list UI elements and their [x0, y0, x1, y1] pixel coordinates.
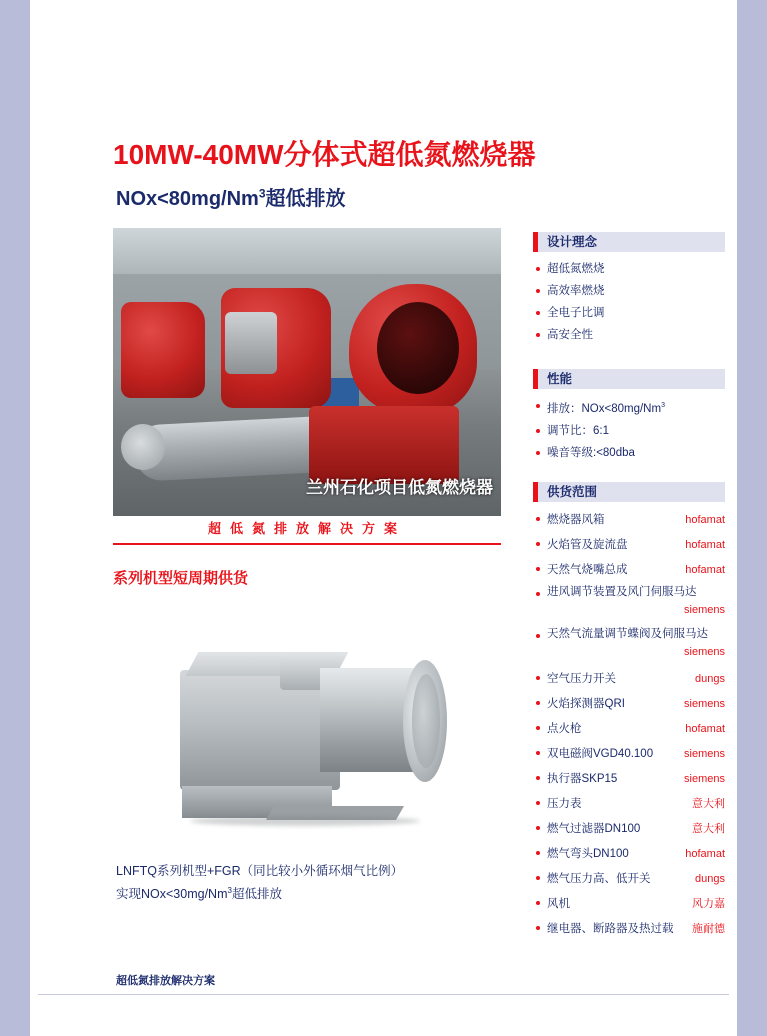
photo-caption: 兰州石化项目低氮燃烧器	[306, 478, 493, 497]
slogan-strip: 超低氮排放解决方案	[113, 516, 501, 542]
section-heading-series: 系列机型短周期供货	[113, 570, 249, 587]
supply-label: 天然气烧嘴总成	[547, 564, 628, 576]
supply-brand: hofamat	[685, 539, 725, 551]
supply-brand: hofamat	[685, 848, 725, 860]
list-item	[533, 767, 725, 792]
list-item	[533, 442, 725, 464]
list-item	[533, 508, 725, 533]
left-decorative-band	[0, 0, 30, 1036]
list-item	[533, 817, 725, 842]
list-item	[533, 717, 725, 742]
supply-brand: siemens	[684, 773, 725, 785]
supply-label: 燃气压力高、低开关	[547, 873, 651, 885]
page-subtitle	[116, 182, 346, 211]
supply-brand: dungs	[695, 673, 725, 685]
footer-text: 超低氮排放解决方案	[116, 975, 215, 987]
list-item	[533, 583, 725, 625]
list-item: 超低氮燃烧	[533, 258, 725, 280]
product-render	[120, 610, 500, 860]
photo-burner-left	[121, 302, 205, 398]
photo-ceiling	[113, 228, 501, 274]
list-item-text: 排放：NOx<80mg/Nm	[547, 402, 662, 415]
list-item: 全电子比调	[533, 302, 725, 324]
list-item	[533, 742, 725, 767]
panel-performance-list	[533, 395, 725, 464]
render-caption-line2-suffix: 超低排放	[231, 887, 282, 902]
slogan-underline	[113, 543, 501, 545]
list-item-text: 调节比：6:1	[547, 424, 609, 437]
panel-performance-heading: 性能	[533, 369, 725, 389]
supply-label: 双电磁阀VGD40.100	[547, 748, 654, 760]
panel-supply-list	[533, 508, 725, 942]
render-caption-line2-prefix: 实现NOx<30mg/Nm	[116, 887, 228, 902]
subtitle-prefix: NOx<80mg/Nm	[116, 188, 259, 210]
supply-label: 继电器、断路器及热过载	[547, 923, 674, 935]
supply-label: 火焰管及旋流盘	[547, 539, 628, 551]
render-caption-line2	[116, 881, 516, 904]
list-item	[533, 842, 725, 867]
list-item	[533, 892, 725, 917]
list-item	[533, 625, 725, 667]
supply-label: 执行器SKP15	[547, 773, 618, 785]
supply-brand: hofamat	[685, 514, 725, 526]
panel-design-list	[533, 258, 725, 346]
list-item: 高效率燃烧	[533, 280, 725, 302]
supply-brand: 意大利	[692, 823, 725, 835]
render-flange-inner	[412, 674, 440, 768]
render-caption-line1: LNFTQ系列机型+FGR（同比较小外循环烟气比例）	[116, 864, 404, 878]
supply-label: 燃气弯头DN100	[547, 848, 629, 860]
page-title: 10MW-40MW分体式超低氮燃烧器	[113, 139, 536, 170]
list-item	[533, 533, 725, 558]
panel-supply-heading: 供货范围	[533, 482, 725, 502]
right-decorative-band	[737, 0, 767, 1036]
render-cylinder	[320, 668, 415, 772]
supply-brand: siemens	[684, 748, 725, 760]
list-item	[533, 667, 725, 692]
footer-divider	[38, 994, 729, 995]
supply-label: 压力表	[547, 798, 582, 810]
supply-brand: hofamat	[685, 564, 725, 576]
supply-brand: dungs	[695, 873, 725, 885]
panel-supply-scope	[533, 482, 725, 942]
supply-brand: 意大利	[692, 798, 725, 810]
supply-label: 燃烧器风箱	[547, 514, 605, 526]
supply-label: 天然气流量调节蝶阀及伺服马达	[547, 628, 708, 640]
list-item	[533, 867, 725, 892]
render-caption-superscript: 3	[227, 886, 232, 895]
supply-label: 燃气过滤器DN100	[547, 823, 641, 835]
photo-burner-right-opening	[377, 302, 459, 394]
right-band-inner-gap	[729, 0, 737, 1036]
list-item	[533, 420, 725, 442]
supply-label: 空气压力开关	[547, 673, 616, 685]
supply-brand: 风力嘉	[692, 898, 725, 910]
photo-burner-middle-flange	[225, 312, 277, 374]
supply-label: 点火枪	[547, 723, 582, 735]
list-item	[533, 917, 725, 942]
list-item-text: 噪音等级:<80dba	[547, 446, 635, 459]
supply-label: 风机	[547, 898, 570, 910]
list-item	[533, 792, 725, 817]
subtitle-superscript: 3	[258, 186, 266, 201]
panel-design-concept	[533, 232, 725, 346]
list-item	[533, 692, 725, 717]
supply-brand: hofamat	[685, 723, 725, 735]
list-item-superscript: 3	[661, 402, 665, 409]
supply-brand: siemens	[684, 646, 725, 658]
list-item	[533, 558, 725, 583]
list-item	[533, 395, 725, 420]
supply-brand: siemens	[684, 604, 725, 616]
supply-label: 火焰探测器QRI	[547, 698, 625, 710]
supply-brand: siemens	[684, 698, 725, 710]
render-caption	[116, 862, 516, 904]
product-photo	[113, 228, 501, 516]
supply-brand: 施耐德	[692, 923, 725, 935]
list-item: 高安全性	[533, 324, 725, 346]
left-band-inner-gap	[30, 0, 38, 1036]
subtitle-suffix: 超低排放	[265, 188, 346, 210]
panel-performance	[533, 369, 725, 464]
render-shadow	[190, 816, 420, 826]
supply-label: 进风调节装置及风门伺服马达	[547, 586, 697, 598]
panel-design-heading: 设计理念	[533, 232, 725, 252]
